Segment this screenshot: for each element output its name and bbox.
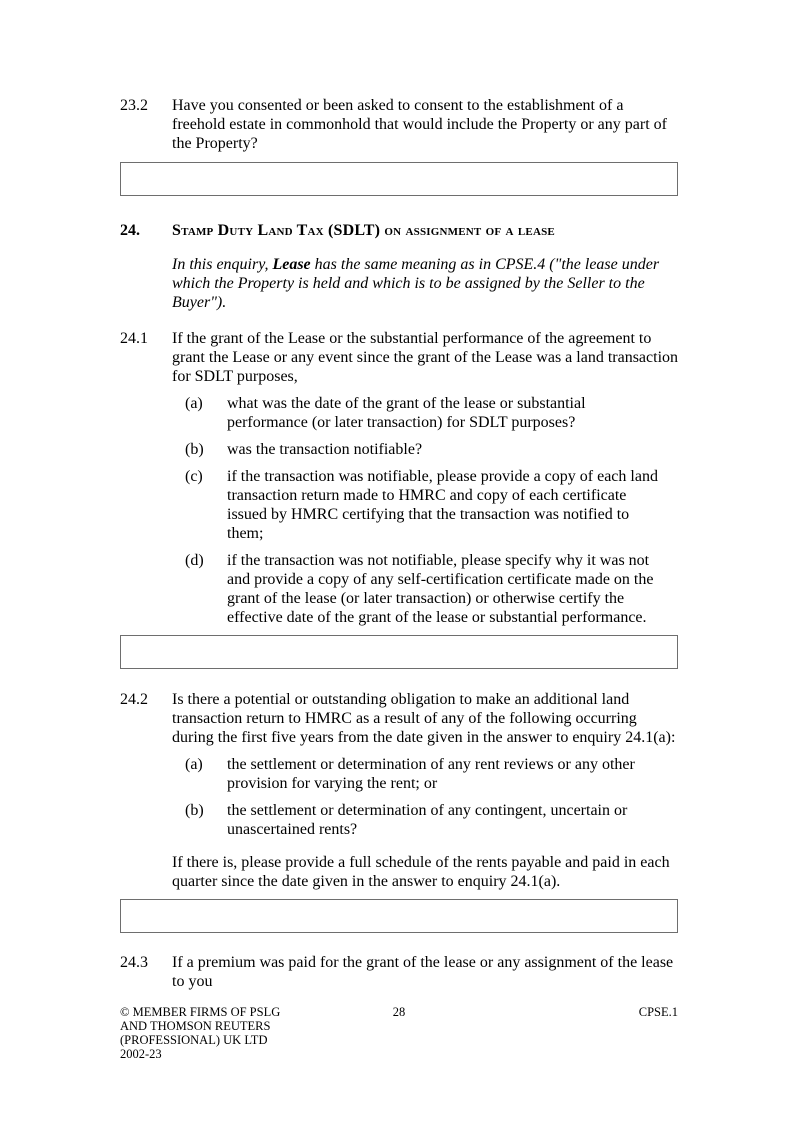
enquiry-text: Have you consented or been asked to consent to the establishment of a freehold estate in commonhold that would include the Property or any part of the Property? — [172, 97, 667, 152]
lease-definition-note — [172, 255, 678, 312]
enquiry-24-2-subitem-b — [185, 801, 678, 839]
answer-box-23-2[interactable] — [120, 162, 678, 196]
footer-copyright-line: 2002-23 — [120, 1047, 162, 1061]
enquiry-24-1-subitem-c — [185, 467, 678, 543]
subitem-text: if the transaction was notifiable, please provide a copy of each land transaction return made to HMRC and copy of each certificate issued by HMRC certifying that the transaction was notified to them; — [227, 468, 658, 542]
footer-copyright-line: © MEMBER FIRMS OF PSLG — [120, 1005, 281, 1019]
enquiry-24-3 — [120, 953, 678, 991]
subitem-text: what was the date of the grant of the lease or substantial performance (or later transaction) for SDLT purposes? — [227, 395, 586, 431]
document-content — [120, 96, 678, 991]
note-suffix: has the same meaning as in CPSE.4 ("the lease under which the Property is held and which is to be assigned by the Seller to the Buyer"). — [172, 256, 660, 311]
enquiry-text: If the grant of the Lease or the substantial performance of the agreement to grant the Lease or any event since the grant of the Lease was a land transaction for SDLT purposes, — [172, 330, 679, 385]
enquiry-number: 24.3 — [120, 954, 148, 971]
enquiry-number: 24.1 — [120, 330, 148, 347]
section-title: Stamp Duty Land Tax (SDLT) on assignment of a lease — [172, 222, 555, 239]
subitem-label: (a) — [185, 395, 203, 412]
footer-copyright-line: AND THOMSON REUTERS — [120, 1019, 271, 1033]
answer-box-24-1[interactable] — [120, 635, 678, 669]
enquiry-24-1-subitem-d — [185, 551, 678, 627]
subitem-text: if the transaction was not notifiable, please specify why it was not and provide a copy of any self-certification certificate made on the grant of the lease (or later transaction) or otherwise certify the effective date of the grant of the lease or substantial performance. — [227, 552, 654, 626]
enquiry-24-1-subitem-a — [185, 394, 678, 432]
subitem-label: (b) — [185, 802, 204, 819]
enquiry-24-1 — [120, 329, 678, 386]
footer-copyright-line: (PROFESSIONAL) UK LTD — [120, 1033, 268, 1047]
note-prefix: In this enquiry, — [172, 256, 273, 273]
subitem-label: (c) — [185, 468, 203, 485]
section-number: 24. — [120, 222, 140, 239]
footer-doc-ref: CPSE.1 — [638, 1005, 678, 1019]
subitem-text: was the transaction notifiable? — [227, 441, 423, 458]
subitem-label: (d) — [185, 552, 204, 569]
enquiry-text: If a premium was paid for the grant of the lease or any assignment of the lease to you — [172, 954, 674, 990]
enquiry-24-2-followup: If there is, please provide a full schedule of the rents payable and paid in each quarter since the date given in the answer to enquiry 24.1(a). — [172, 854, 670, 890]
enquiry-number: 23.2 — [120, 97, 148, 114]
enquiry-24-2-subitem-a — [185, 755, 678, 793]
subitem-text: the settlement or determination of any rent reviews or any other provision for varying the rent; or — [227, 756, 635, 792]
page-footer — [120, 1005, 678, 1061]
enquiry-24-1-subitem-b — [185, 440, 678, 459]
enquiry-number: 24.2 — [120, 691, 148, 708]
lease-term: Lease — [272, 256, 311, 273]
section-24-heading — [120, 221, 678, 240]
subitem-label: (b) — [185, 441, 204, 458]
enquiry-23-2 — [120, 96, 678, 153]
footer-page-number: 28 — [392, 1005, 406, 1019]
enquiry-text: Is there a potential or outstanding obligation to make an additional land transaction return to HMRC as a result of any of the following occurring during the first five years from the date given in the answer to enquiry 24.1(a): — [172, 691, 676, 746]
answer-box-24-2[interactable] — [120, 899, 678, 933]
footer-copyright — [120, 1005, 306, 1061]
subitem-label: (a) — [185, 756, 203, 773]
subitem-text: the settlement or determination of any contingent, uncertain or unascertained rents? — [227, 802, 628, 838]
enquiry-24-2 — [120, 690, 678, 747]
